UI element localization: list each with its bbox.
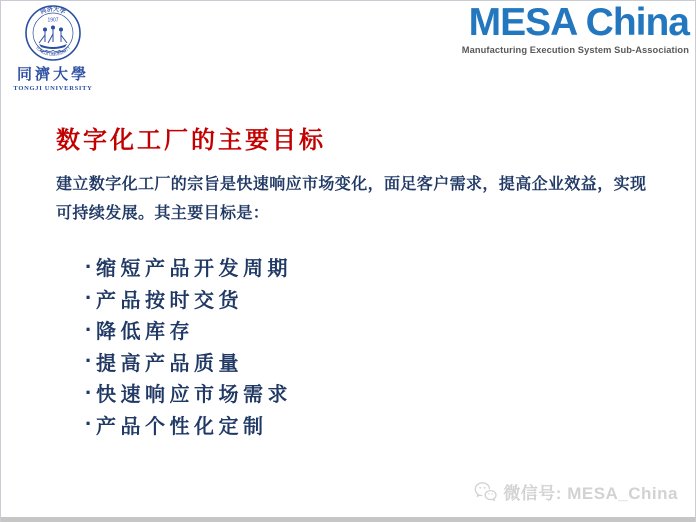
tongji-name-english: TONGJI UNIVERSITY [13,85,93,92]
bullet-item [85,251,292,283]
bullet-text: 产品按时交货 [96,289,243,312]
bullet-text: 降低库存 [96,321,194,344]
bullet-dot: · [85,253,93,279]
bullet-dot: · [85,411,93,437]
tongji-logo [12,4,94,92]
bullet-item [85,409,292,441]
tongji-seal-icon [18,4,88,62]
mesa-logo-text: MESA China [468,1,689,44]
mesa-tagline: Manufacturing Execution System Sub-Association [461,45,689,55]
wechat-id-label: 微信号: MESA_China [503,484,678,503]
bullet-dot: · [85,348,93,374]
wechat-watermark [474,479,678,504]
slide-intro-paragraph: 建立数字化工厂的宗旨是快速响应市场变化，面足客户需求，提高企业效益，实现可持续发展。其主要目标是： [56,176,647,222]
mesa-china-logo [462,2,689,55]
tongji-name-chinese: 同濟大學 [16,67,89,83]
seal-top-text: 同济大学 [39,6,67,16]
bullet-dot: · [85,285,93,311]
bullet-dot: · [85,316,93,342]
wechat-icon [474,481,498,502]
bullet-text: 快速响应市场需求 [96,384,292,407]
bullet-item [85,377,292,409]
bullet-list [85,251,292,440]
slide-title: 数字化工厂的主要目标 [56,127,326,154]
bullet-text: 缩短产品开发周期 [96,258,292,281]
seal-year: 1907 [47,17,59,24]
bullet-dot: · [85,379,93,405]
bottom-bar [1,517,695,522]
seal-bottom-text: TONGJI UNIVERSITY [34,45,72,58]
bullet-item [85,346,292,378]
bullet-item [85,283,292,315]
bullet-text: 产品个性化定制 [96,415,268,438]
bullet-item [85,314,292,346]
bullet-text: 提高产品质量 [96,352,243,375]
dragon-boat-icon [39,26,67,52]
